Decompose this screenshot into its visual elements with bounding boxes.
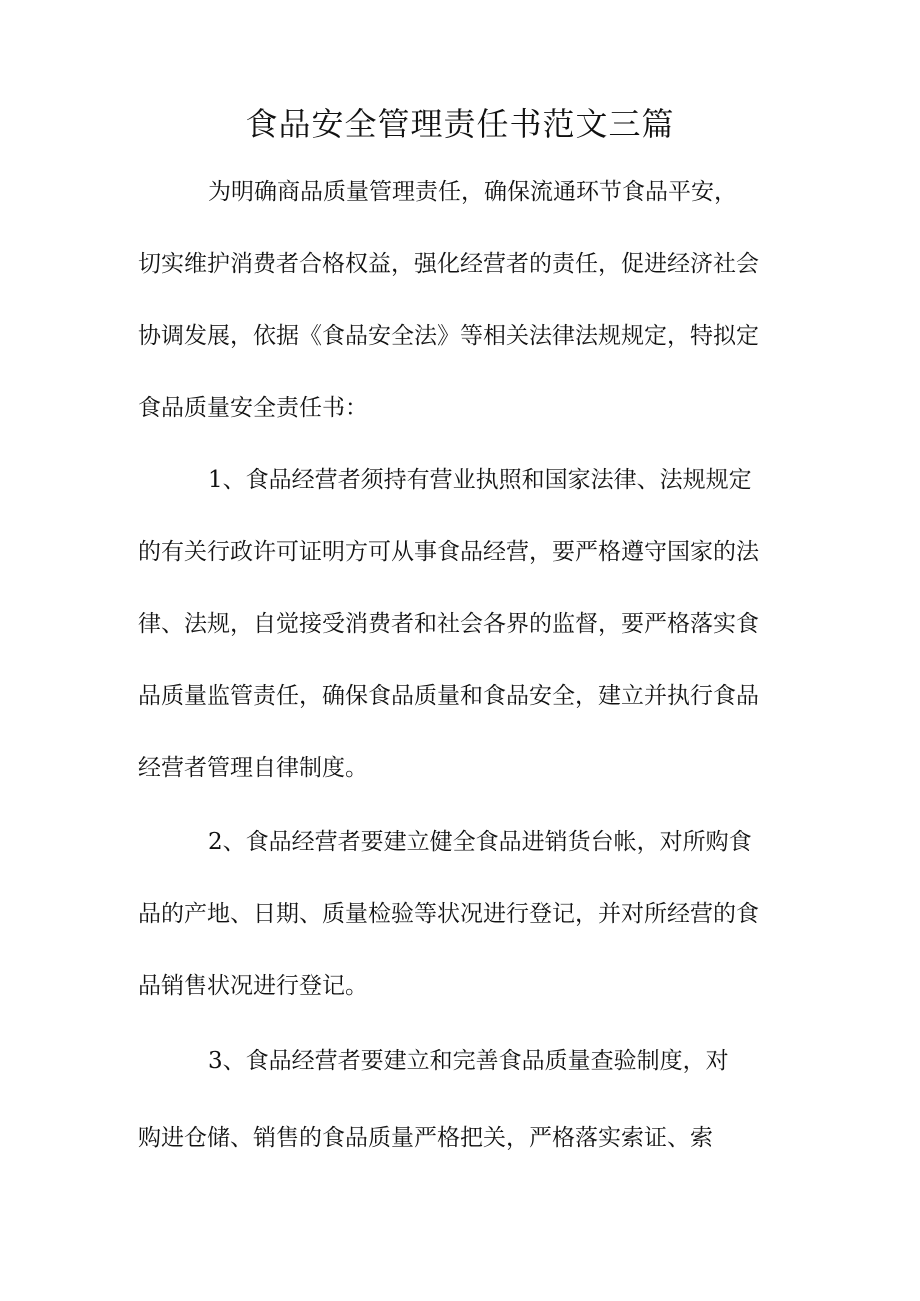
paragraph-line: 2、食品经营者要建立健全食品进销货台帐，对所购食	[208, 829, 752, 855]
paragraph-line: 的有关行政许可证明方可从事食品经营，要严格遵守国家的法	[138, 539, 759, 565]
paragraph-line: 协调发展，依据《食品安全法》等相关法律法规规定，特拟定	[138, 323, 759, 349]
paragraph-line: 3、食品经营者要建立和完善食品质量查验制度，对	[208, 1048, 729, 1074]
paragraph-line: 经营者管理自律制度。	[138, 755, 368, 781]
paragraph-line: 购进仓储、销售的食品质量严格把关，严格落实索证、索	[138, 1125, 713, 1151]
paragraph-line: 品质量监管责任，确保食品质量和食品安全，建立并执行食品	[138, 683, 759, 709]
paragraph-line: 切实维护消费者合格权益，强化经营者的责任，促进经济社会	[138, 251, 759, 277]
paragraph-line: 品销售状况进行登记。	[138, 973, 368, 999]
paragraph-line: 1、食品经营者须持有营业执照和国家法律、法规规定	[208, 467, 752, 493]
paragraph-line: 律、法规，自觉接受消费者和社会各界的监督，要严格落实食	[138, 611, 759, 637]
document-title: 食品安全管理责任书范文三篇	[245, 105, 675, 143]
paragraph-line: 食品质量安全责任书：	[138, 395, 368, 421]
paragraph-line: 为明确商品质量管理责任，确保流通环节食品平安，	[208, 179, 737, 205]
paragraph-line: 品的产地、日期、质量检验等状况进行登记，并对所经营的食	[138, 901, 759, 927]
